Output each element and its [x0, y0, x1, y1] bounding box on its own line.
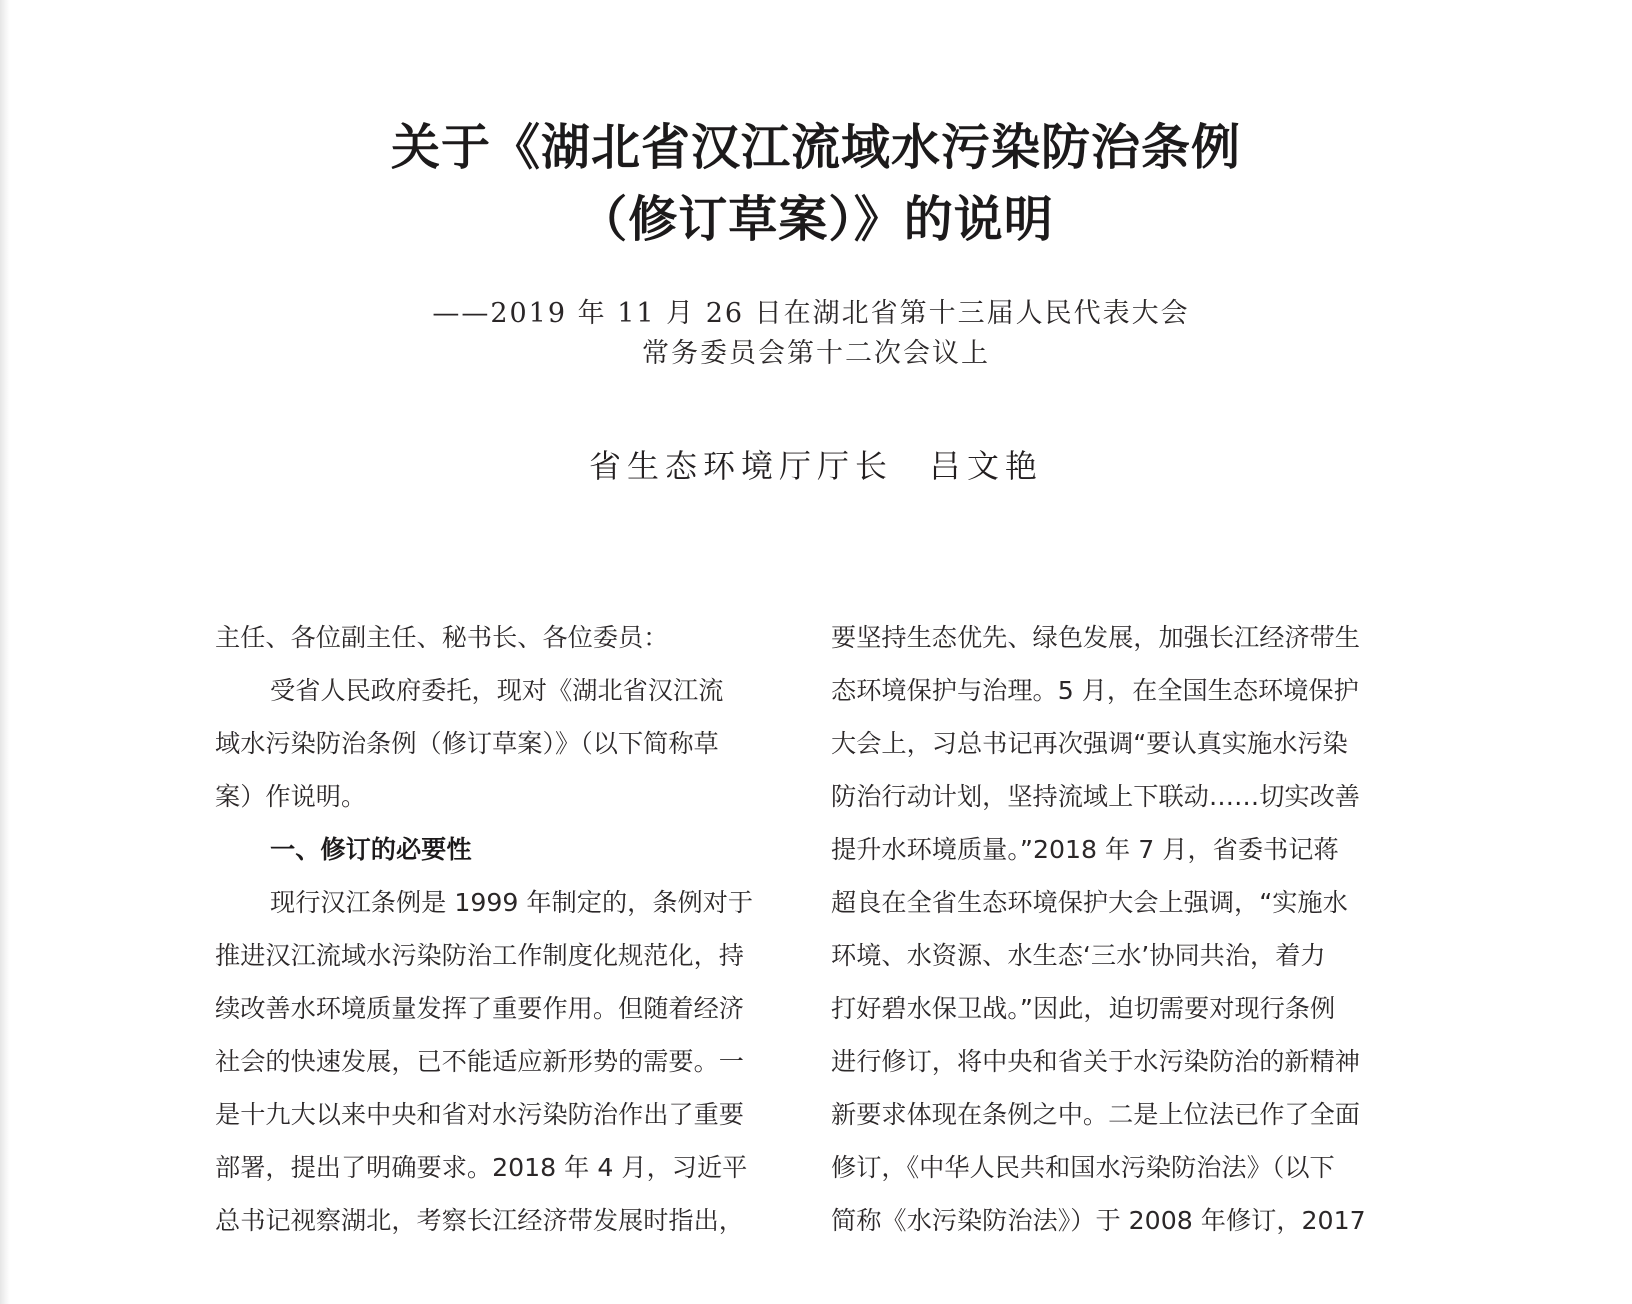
paragraph-line: 简称《水污染防治法》）于 2008 年修订，2017 [831, 1206, 1366, 1235]
body-column-left [215, 611, 781, 1247]
paragraph-line: 进行修订，将中央和省关于水污染防治的新精神 [831, 1047, 1360, 1076]
paragraph-line: 超良在全省生态环境保护大会上强调，“实施水 [831, 888, 1348, 917]
paragraph-line: 环境、水资源、水生态‘三水’协同共治，着力 [831, 941, 1326, 970]
subtitle-line-1: ——2019 年 11 月 26 日在湖北省第十三届人民代表大会 [432, 298, 1190, 329]
paragraph-line: 总书记视察湖北，考察长江经济带发展时指出， [215, 1206, 744, 1235]
author-name: 吕文艳 [929, 447, 1044, 485]
paragraph-line: 现行汉江条例是 1999 年制定的，条例对于 [270, 888, 754, 917]
paragraph-line: 要坚持生态优先、绿色发展，加强长江经济带生 [831, 623, 1360, 652]
author-byline [0, 442, 1632, 490]
paragraph-line: 打好碧水保卫战。”因此，迫切需要对现行条例 [831, 994, 1336, 1023]
title-line-1: 关于《湖北省汉江流域水污染防治条例 [390, 119, 1241, 176]
document-subtitle [0, 294, 1632, 374]
section-heading: 一、修订的必要性 [270, 835, 472, 864]
paragraph-line: 域水污染防治条例（修订草案）》（以下简称草 [215, 729, 719, 758]
salutation-line: 主任、各位副主任、秘书长、各位委员： [215, 623, 669, 652]
paragraph-line: 受省人民政府委托，现对《湖北省汉江流 [270, 676, 724, 705]
paragraph-line: 防治行动计划，坚持流域上下联动……切实改善 [831, 782, 1360, 811]
paragraph-line: 是十九大以来中央和省对水污染防治作出了重要 [215, 1100, 744, 1129]
paragraph-line: 案）作说明。 [215, 782, 367, 811]
paragraph-line: 态环境保护与治理。5 月，在全国生态环境保护 [831, 676, 1359, 705]
author-position: 省生态环境厅厅长 [588, 447, 893, 485]
body-column-right [831, 611, 1397, 1247]
title-line-2: （修订草案）》的说明 [578, 191, 1054, 248]
subtitle-line-2: 常务委员会第十二次会议上 [642, 338, 990, 369]
paragraph-line: 续改善水环境质量发挥了重要作用。但随着经济 [215, 994, 744, 1023]
paragraph-line: 部署，提出了明确要求。2018 年 4 月，习近平 [215, 1153, 748, 1182]
paragraph-line: 大会上，习总书记再次强调“要认真实施水污染 [831, 729, 1348, 758]
paragraph-line: 提升水环境质量。”2018 年 7 月，省委书记蒋 [831, 835, 1339, 864]
paragraph-line: 推进汉江流域水污染防治工作制度化规范化，持 [215, 941, 744, 970]
paragraph-line: 新要求体现在条例之中。二是上位法已作了全面 [831, 1100, 1360, 1129]
paragraph-line: 修订，《中华人民共和国水污染防治法》（以下 [831, 1153, 1335, 1182]
document-title [0, 112, 1632, 256]
paragraph-line: 社会的快速发展，已不能适应新形势的需要。一 [215, 1047, 744, 1076]
